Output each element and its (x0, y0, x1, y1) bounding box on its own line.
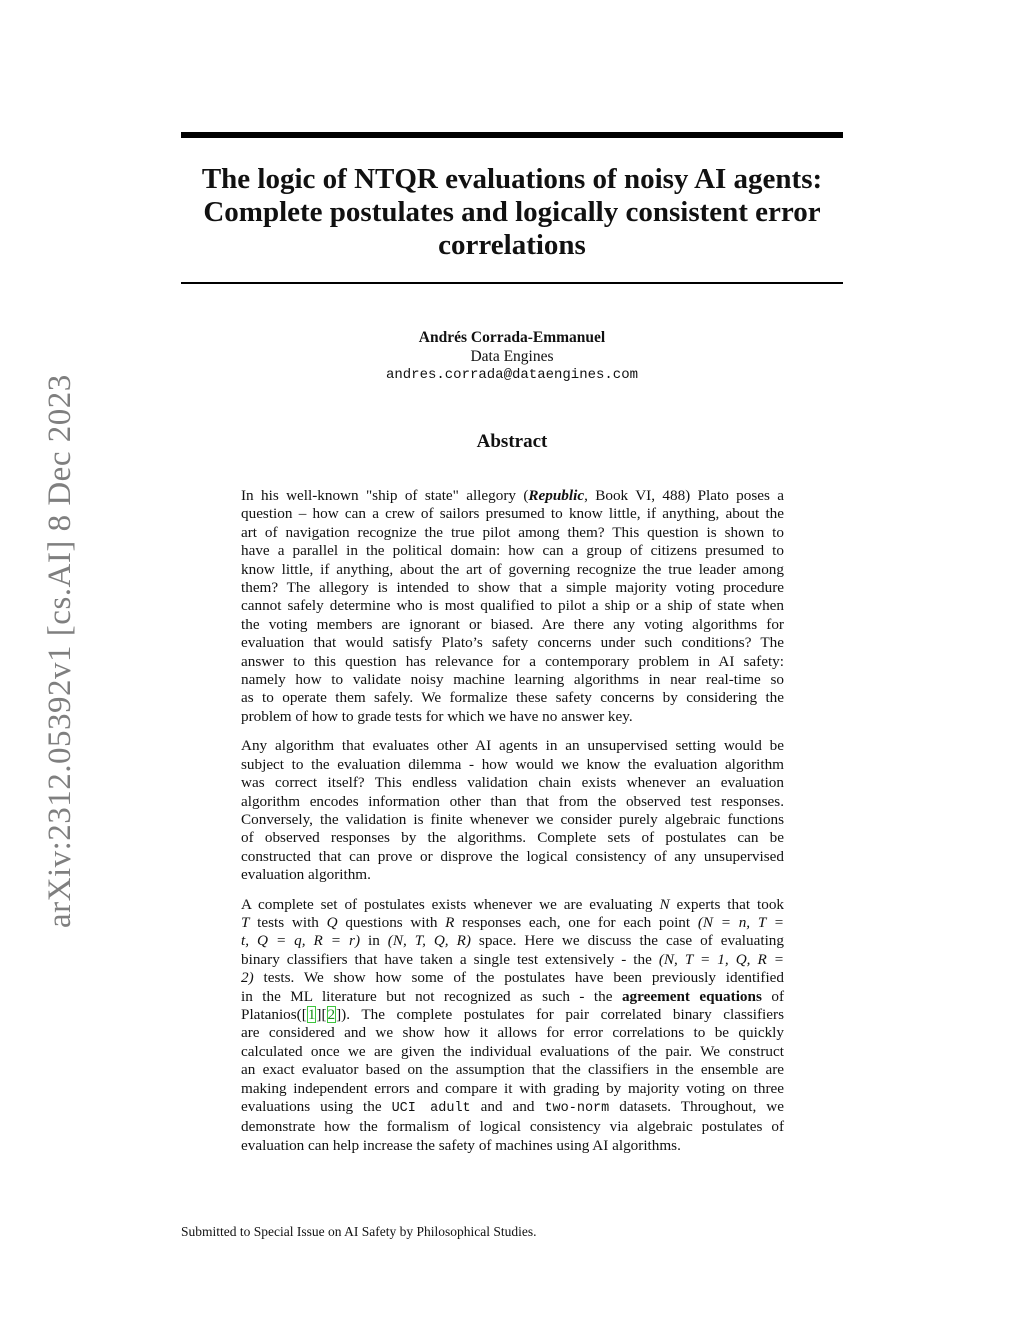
emphasis-republic: Republic (528, 487, 585, 504)
math-symbol: N (659, 895, 670, 913)
title-line: correlations (438, 229, 586, 261)
title-bottom-rule (181, 282, 843, 284)
math-expression: (N, T = 1, Q, R = (658, 950, 785, 968)
text-line: answer to this question has relevance for a contemporary problem in AI safety: (241, 652, 784, 670)
text-line: are considered and we show how it allows for error correlations to be quickly (241, 1024, 784, 1042)
text-line: evaluation can help increase the safety of machines using AI algorithms. (241, 1136, 681, 1154)
citation-link-1[interactable]: 1 (307, 1005, 316, 1023)
text-line: as to operate them safely. We formalize these safety concerns by considering the (241, 689, 784, 707)
math-expression: (N = n, T = (697, 913, 784, 931)
text-line: question – how can a crew of sailors presumed to know little, if anything, about the (241, 505, 784, 523)
math-expression: (N, T, Q, R) (387, 932, 471, 950)
math-symbol: Q (326, 913, 338, 931)
text-line: making independent errors and compare it with grading by majority voting on three (241, 1079, 784, 1097)
text-line: subject to the evaluation dilemma - how would we know the evaluation algorithm (241, 755, 784, 773)
text-line: evaluation algorithm. (241, 866, 371, 884)
text-line: cannot safely determine who is most qualified to pilot a ship or a ship of state when (241, 597, 784, 615)
text-line: namely how to validate noisy machine learning algorithms in near real-time so (241, 671, 784, 689)
text-line: 2) tests. We show how some of the postulates have been previously identified (241, 969, 784, 987)
abstract-paragraph-3 (241, 896, 784, 1156)
text-line: calculated once we are given the individual evaluations of the pair. We construct (241, 1042, 784, 1060)
title-line: Complete postulates and logically consistent error (203, 196, 821, 228)
text-line: know little, if anything, about the art of governing recognize the true leader among (241, 560, 784, 578)
citation-link-2[interactable]: 2 (327, 1005, 336, 1023)
text-line: Any algorithm that evaluates other AI agents in an unsupervised setting would be (241, 737, 784, 755)
text-line: was correct itself? This endless validation chain exists whenever an evaluation (241, 774, 784, 792)
text-line: binary classifiers that have taken a single test extensively - the (N, T = 1, Q, R = (241, 950, 785, 968)
text-line: Platanios([1][2]). The complete postulates for pair correlated binary classifiers (241, 1005, 784, 1023)
text-line: art of navigation recognize the true pilot among them? This question is shown to (241, 523, 784, 541)
text-line: the voting members are ignorant or biased. Are there any voting algorithms for (241, 615, 784, 633)
title-line: The logic of NTQR evaluations of noisy AI agents: (201, 163, 823, 195)
text-line: T tests with Q questions with R responses each, one for each point (N = n, T = (241, 913, 784, 931)
text-line: in the ML literature but not recognized as such - the agreement equations of (241, 987, 784, 1005)
text-line: them? The allegory is intended to show that a simple majority voting procedure (241, 579, 784, 597)
abstract-paragraph-1 (241, 487, 784, 726)
abstract-body (241, 487, 784, 1166)
text-line: of observed responses by the algorithms. Complete sets of postulates can be (241, 829, 784, 847)
author-block (181, 328, 843, 385)
author-name: Andrés Corrada-Emmanuel (418, 329, 606, 346)
text-line: an exact evaluator based on the assumption that the classifiers in the ensemble are (241, 1061, 784, 1079)
text-line: A complete set of postulates exists whenever we are evaluating N experts that took (241, 895, 785, 913)
math-expression: 2) (241, 969, 254, 987)
bold-term-agreement-equations: agreement equations (621, 987, 762, 1005)
math-symbol: R (445, 913, 455, 931)
text-line: In his well-known "ship of state" allegory (Republic, Book VI, 488) Plato poses a (241, 487, 784, 504)
text-line: evaluation that would satisfy Plato’s safety concerns under such conditions? The (241, 634, 784, 652)
text-line: demonstrate how the formalism of logical consistency via algebraic postulates of (241, 1118, 784, 1136)
arxiv-identifier-stamp: arXiv:2312.05392v1 [cs.AI] 8 Dec 2023 (42, 374, 78, 928)
dataset-name: two-norm (544, 1101, 610, 1116)
text-line: constructed that can prove or disprove the logical consistency of any unsupervised (241, 847, 784, 865)
submission-footnote: Submitted to Special Issue on AI Safety by Philosophical Studies. (181, 1224, 537, 1239)
author-affiliation: Data Engines (470, 348, 554, 365)
abstract-paragraph-2 (241, 737, 784, 884)
text-line: Conversely, the validation is finite whenever we consider purely algebraic functions (241, 810, 784, 828)
text-line: evaluations using the UCI adult and and two-norm datasets. Throughout, we (241, 1098, 784, 1116)
abstract-heading: Abstract (476, 431, 548, 452)
text-line: algorithm encodes information other than that from the observed test responses. (241, 792, 784, 810)
text-line: have a parallel in the political domain: how can a group of citizens presumed to (241, 542, 784, 560)
text-line: t, Q = q, R = r) in (N, T, Q, R) space. Here we discuss the case of evaluating (241, 932, 784, 950)
dataset-name: UCI adult (391, 1101, 471, 1116)
title-top-rule (181, 132, 843, 138)
text-line: problem of how to grade tests for which we have no answer key. (241, 707, 633, 725)
math-expression: t, Q = q, R = r) (241, 932, 360, 950)
author-email[interactable]: andres.corrada@dataengines.com (385, 367, 639, 383)
paper-title (181, 163, 843, 262)
math-symbol: T (241, 913, 250, 931)
